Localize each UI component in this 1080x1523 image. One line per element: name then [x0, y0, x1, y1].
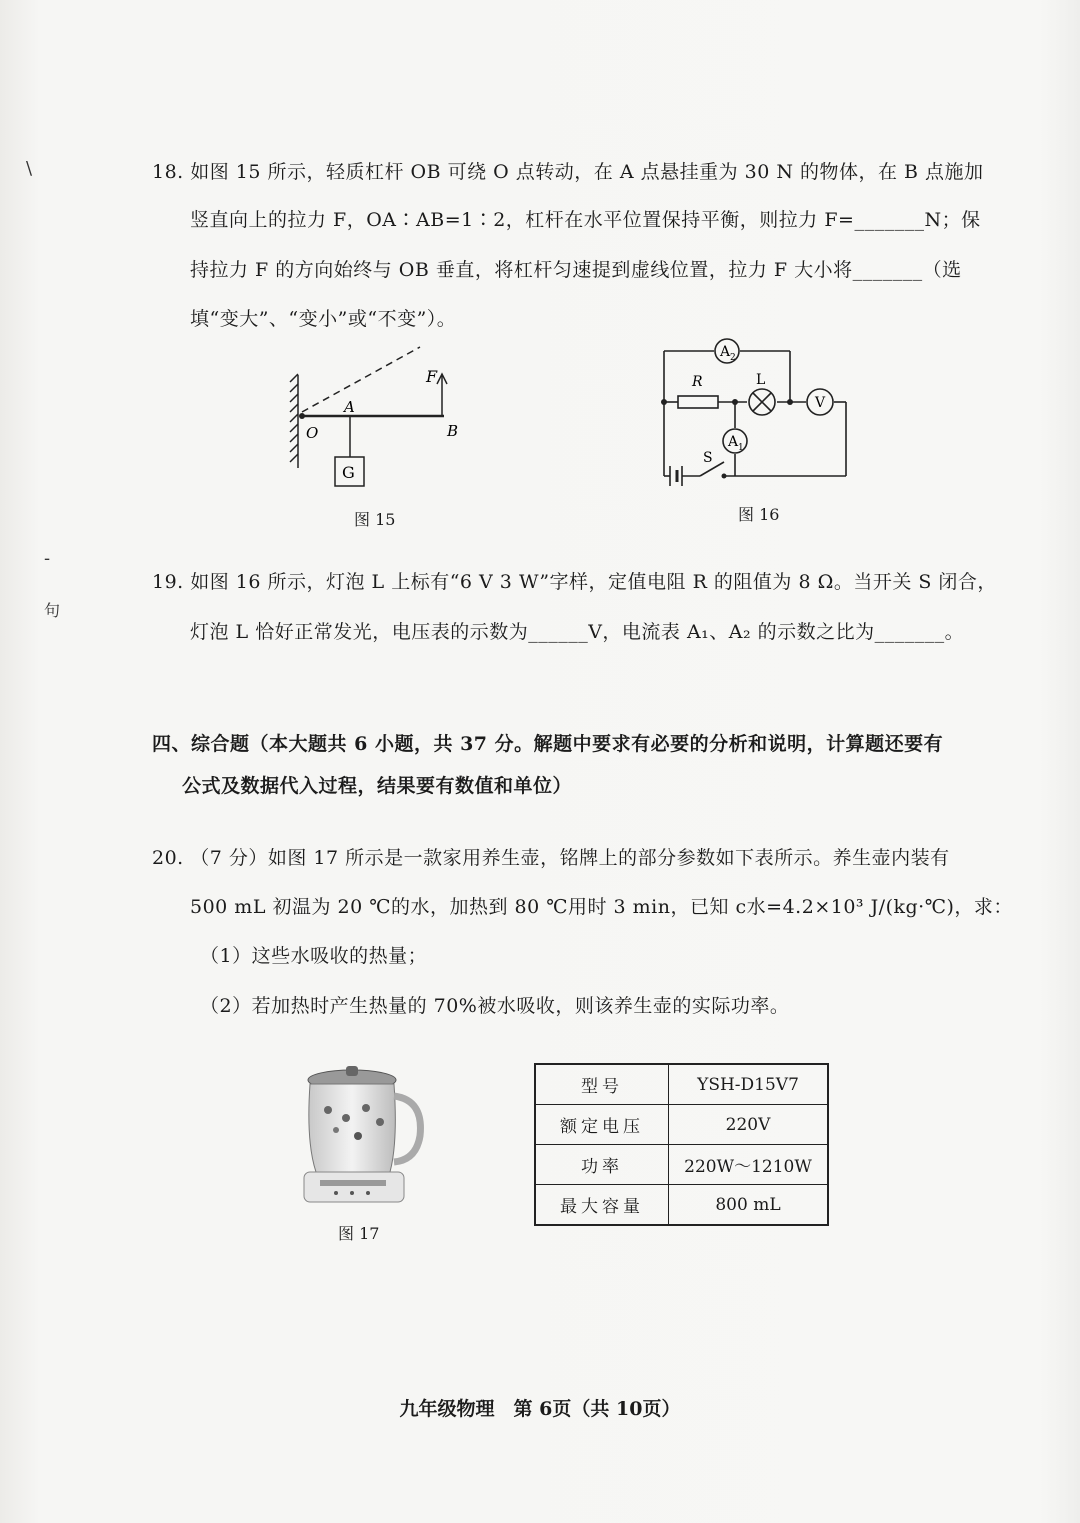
label-a1-sub: 1	[738, 443, 744, 453]
figure-17-caption: 图 17	[338, 1224, 380, 1243]
q20-line: 20. （7 分）如图 17 所示是一款家用养生壶，铭牌上的部分参数如下表所示。养生壶内装有	[152, 847, 950, 869]
q20-line: 500 mL 初温为 20 ℃的水，加热到 80 ℃用时 3 min，已知 c水=4.2×10³ J/(kg·℃)，求：	[190, 896, 1013, 918]
spec-key: 额定电压	[535, 1105, 669, 1145]
table-row	[535, 1105, 828, 1145]
label-r: R	[692, 374, 703, 390]
spec-key: 型号	[535, 1064, 669, 1105]
q20-line: （2）若加热时产生热量的 70%被水吸收，则该养生壶的实际功率。	[200, 995, 790, 1017]
spec-value: 220V	[669, 1105, 829, 1145]
page-footer: 九年级物理 第 6页（共 10页）	[399, 1398, 681, 1420]
table-row	[535, 1064, 828, 1105]
label-s: S	[703, 450, 713, 466]
label-a: A	[344, 398, 355, 416]
label-v: V	[815, 395, 826, 411]
q19-line: 灯泡 L 恰好正常发光，电压表的示数为______V，电流表 A₁、A₂ 的示数之比为_______。	[190, 621, 965, 643]
figure-16-caption: 图 16	[738, 505, 780, 524]
label-a2-sub: 2	[730, 353, 736, 363]
label-a2: A	[720, 344, 731, 360]
spec-key: 功率	[535, 1145, 669, 1185]
table-row	[535, 1145, 828, 1185]
spec-key: 最大容量	[535, 1185, 669, 1226]
spec-value: YSH-D15V7	[669, 1064, 829, 1105]
q18-line: 18. 如图 15 所示，轻质杠杆 OB 可绕 O 点转动，在 A 点悬挂重为 30 N 的物体，在 B 点施加	[152, 161, 984, 183]
label-f: F	[426, 367, 438, 386]
spec-value: 800 mL	[669, 1185, 829, 1226]
section-4-heading: 四、综合题（本大题共 6 小题，共 37 分。解题中要求有必要的分析和说明，计算题还要有	[152, 733, 944, 755]
nameplate-table	[534, 1063, 829, 1226]
q20-line: （1）这些水吸收的热量；	[200, 945, 428, 967]
figure-15-lever	[280, 330, 480, 500]
label-l: L	[756, 372, 766, 388]
label-o: O	[306, 424, 319, 442]
label-b: B	[447, 422, 459, 440]
label-g: G	[342, 463, 355, 482]
figure-15-caption: 图 15	[354, 510, 396, 529]
table-row	[535, 1185, 828, 1226]
q18-line: 持拉力 F 的方向始终与 OB 垂直，将杠杆匀速提到虚线位置，拉力 F 大小将_______（选	[190, 259, 962, 281]
margin-mark: 句	[44, 601, 61, 620]
margin-mark: -	[44, 548, 51, 569]
q18-line: 填“变大”、“变小”或“不变”）。	[190, 308, 457, 330]
spec-value: 220W～1210W	[669, 1145, 829, 1185]
q19-line: 19. 如图 16 所示，灯泡 L 上标有“6 V 3 W”字样，定值电阻 R 的阻值为 8 Ω。当开关 S 闭合，	[152, 571, 997, 593]
figure-17-kettle	[296, 1062, 428, 1212]
margin-mark: \	[26, 158, 33, 179]
section-4-heading: 公式及数据代入过程，结果要有数值和单位）	[182, 775, 573, 797]
figure-16-circuit	[650, 330, 865, 500]
q18-line: 竖直向上的拉力 F，OA∶AB=1∶2，杠杆在水平位置保持平衡，则拉力 F=_______N；保	[190, 209, 981, 231]
label-a1: A	[728, 434, 739, 450]
